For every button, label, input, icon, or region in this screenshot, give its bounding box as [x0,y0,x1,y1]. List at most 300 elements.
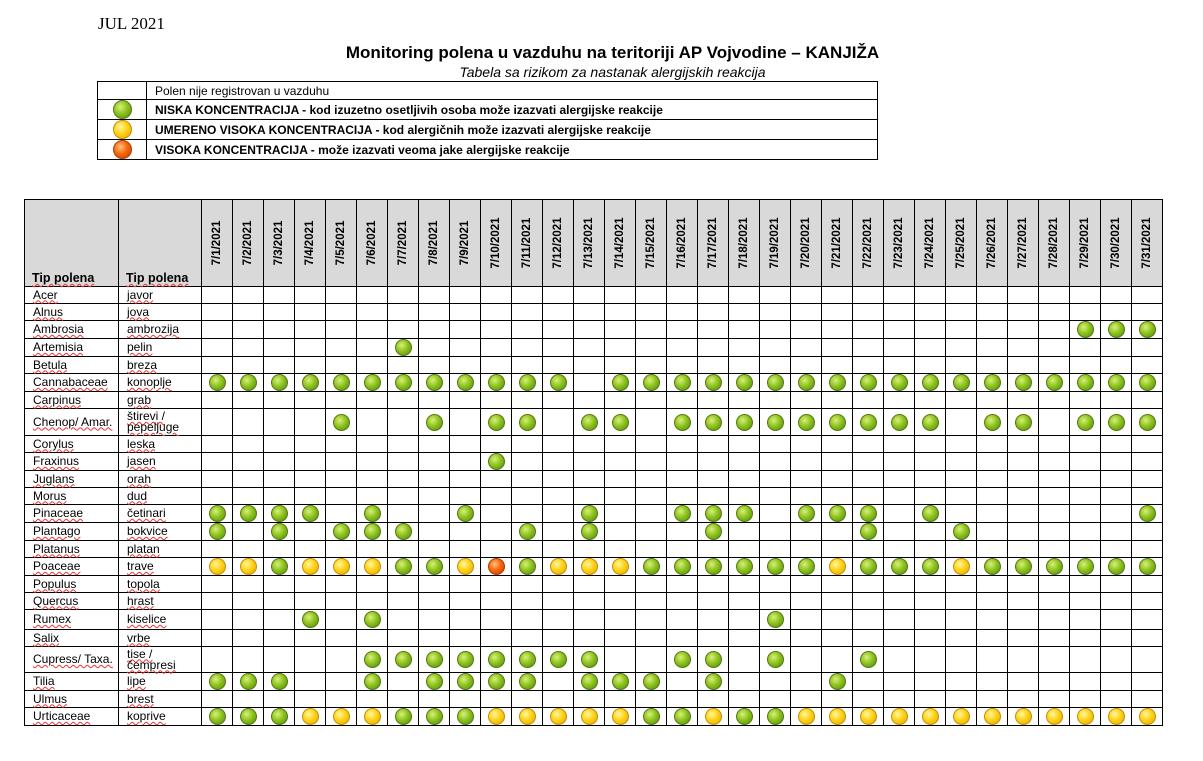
concentration-cell [729,453,760,471]
concentration-cell [481,488,512,505]
concentration-cell [946,357,977,374]
concentration-dot-icon [395,651,412,668]
concentration-cell [388,471,419,488]
concentration-cell [233,287,264,304]
concentration-dot-icon [581,558,598,575]
concentration-cell [884,321,915,339]
concentration-dot-icon [1108,374,1125,391]
concentration-cell [202,505,233,523]
concentration-dot-icon [860,374,877,391]
concentration-dot-icon [674,708,691,725]
concentration-cell [388,541,419,558]
concentration-cell [357,488,388,505]
concentration-cell [326,304,357,321]
concentration-cell [729,610,760,630]
concentration-cell [791,339,822,357]
concentration-cell [884,576,915,593]
concentration-cell [605,339,636,357]
table-row [25,593,1163,610]
concentration-cell [822,708,853,726]
concentration-cell [326,453,357,471]
concentration-cell [729,357,760,374]
concentration-dot-icon [271,523,288,540]
concentration-cell [264,691,295,708]
concentration-cell [388,523,419,541]
concentration-cell [1008,541,1039,558]
concentration-cell [822,541,853,558]
concentration-cell [636,374,667,392]
concentration-cell [264,505,295,523]
concentration-cell [760,558,791,576]
concentration-cell [450,647,481,673]
concentration-cell [636,647,667,673]
concentration-cell [915,576,946,593]
concentration-cell [450,576,481,593]
concentration-cell [729,321,760,339]
concentration-cell [729,488,760,505]
concentration-dot-icon [271,505,288,522]
concentration-cell [419,691,450,708]
table-row [25,523,1163,541]
concentration-cell [326,392,357,409]
concentration-cell [202,471,233,488]
concentration-cell [202,647,233,673]
concentration-cell [1070,409,1101,436]
concentration-dot-icon [643,558,660,575]
date-header: 7/30/2021 [1101,200,1132,287]
concentration-cell [543,409,574,436]
concentration-dot-icon [581,673,598,690]
concentration-cell [791,436,822,453]
concentration-cell [1008,610,1039,630]
concentration-cell [357,523,388,541]
concentration-cell [202,576,233,593]
table-row [25,357,1163,374]
concentration-cell [698,523,729,541]
concentration-cell [1070,339,1101,357]
concentration-cell [388,339,419,357]
concentration-cell [977,673,1008,691]
concentration-cell [295,436,326,453]
concentration-cell [853,593,884,610]
concentration-cell [698,691,729,708]
concentration-cell [574,409,605,436]
concentration-cell [791,630,822,647]
concentration-cell [946,453,977,471]
concentration-cell [977,453,1008,471]
concentration-cell [729,471,760,488]
concentration-cell [853,357,884,374]
concentration-cell [388,453,419,471]
concentration-dot-icon [953,558,970,575]
concentration-cell [326,558,357,576]
concentration-dot-icon [798,505,815,522]
concentration-dot-icon [457,558,474,575]
concentration-cell [450,593,481,610]
concentration-dot-icon [612,414,629,431]
concentration-cell [698,673,729,691]
concentration-dot-icon [1077,708,1094,725]
concentration-cell [388,321,419,339]
concentration-dot-icon [395,708,412,725]
concentration-cell [388,505,419,523]
concentration-cell [264,357,295,374]
concentration-dot-icon [209,708,226,725]
concentration-cell [791,304,822,321]
concentration-cell [357,541,388,558]
concentration-dot-icon [674,374,691,391]
concentration-cell [605,374,636,392]
date-header: 7/5/2021 [326,200,357,287]
legend-text: NISKA KONCENTRACIJA - kod izuzetno osetljivih osoba može izazvati alergijske reakcije [147,100,878,120]
concentration-cell [450,453,481,471]
pollen-local-name: bokvice [119,523,202,541]
concentration-cell [574,673,605,691]
concentration-cell [1008,471,1039,488]
concentration-cell [574,357,605,374]
concentration-cell [295,409,326,436]
concentration-cell [1101,647,1132,673]
concentration-cell [264,708,295,726]
concentration-dot-icon [736,558,753,575]
concentration-cell [512,541,543,558]
legend-icon-cell [98,82,147,100]
concentration-cell [574,304,605,321]
concentration-dot-icon [1077,374,1094,391]
concentration-cell [357,593,388,610]
concentration-cell [1070,357,1101,374]
concentration-cell [326,488,357,505]
concentration-cell [388,673,419,691]
concentration-dot-icon [581,505,598,522]
concentration-dot-icon [550,708,567,725]
concentration-cell [388,304,419,321]
concentration-cell [1101,558,1132,576]
concentration-cell [326,576,357,593]
concentration-cell [1101,505,1132,523]
concentration-cell [1039,610,1070,630]
date-header: 7/9/2021 [450,200,481,287]
concentration-cell [450,673,481,691]
concentration-cell [295,541,326,558]
concentration-cell [605,471,636,488]
concentration-cell [667,505,698,523]
table-row [25,708,1163,726]
concentration-cell [481,436,512,453]
concentration-cell [791,321,822,339]
concentration-cell [698,488,729,505]
concentration-dot-icon [891,414,908,431]
pollen-local-name: jasen [119,453,202,471]
concentration-cell [946,673,977,691]
table-row [25,488,1163,505]
pollen-local-name: vrbe [119,630,202,647]
concentration-cell [822,287,853,304]
concentration-cell [729,576,760,593]
concentration-dot-icon [1046,374,1063,391]
concentration-cell [667,558,698,576]
concentration-cell [357,339,388,357]
concentration-cell [1039,488,1070,505]
concentration-cell [667,409,698,436]
concentration-cell [667,630,698,647]
concentration-cell [450,357,481,374]
concentration-cell [915,708,946,726]
pollen-latin-name: Urticaceae [25,708,119,726]
concentration-cell [419,287,450,304]
concentration-cell [543,453,574,471]
concentration-cell [419,471,450,488]
concentration-cell [481,708,512,726]
concentration-cell [1132,593,1163,610]
concentration-cell [915,593,946,610]
concentration-cell [791,593,822,610]
concentration-cell [698,708,729,726]
concentration-cell [233,471,264,488]
concentration-dot-icon [1108,414,1125,431]
concentration-cell [605,708,636,726]
concentration-cell [357,287,388,304]
concentration-cell [698,505,729,523]
concentration-cell [667,374,698,392]
concentration-cell [1101,593,1132,610]
concentration-cell [915,409,946,436]
concentration-cell [977,593,1008,610]
concentration-dot-icon [364,374,381,391]
date-header: 7/29/2021 [1070,200,1101,287]
concentration-cell [636,488,667,505]
concentration-cell [450,488,481,505]
date-header: 7/6/2021 [357,200,388,287]
concentration-dot-icon [891,374,908,391]
concentration-cell [822,691,853,708]
concentration-cell [729,708,760,726]
concentration-cell [667,453,698,471]
concentration-dot-icon [519,673,536,690]
concentration-cell [388,691,419,708]
table-row [25,630,1163,647]
concentration-cell [1070,523,1101,541]
concentration-cell [946,558,977,576]
concentration-cell [264,488,295,505]
concentration-dot-icon [333,414,350,431]
concentration-cell [977,541,1008,558]
concentration-cell [853,673,884,691]
concentration-dot-icon [333,558,350,575]
concentration-dot-icon [240,558,257,575]
concentration-cell [636,576,667,593]
concentration-cell [264,453,295,471]
concentration-dot-icon [240,673,257,690]
concentration-cell [1039,691,1070,708]
concentration-cell [357,691,388,708]
concentration-cell [822,505,853,523]
pollen-local-name: lipe [119,673,202,691]
concentration-cell [202,630,233,647]
concentration-dot-icon [457,673,474,690]
concentration-dot-icon [488,673,505,690]
table-row [25,691,1163,708]
month-label: JUL 2021 [98,14,165,33]
concentration-cell [791,558,822,576]
concentration-cell [729,392,760,409]
legend-row [98,100,878,120]
date-header: 7/21/2021 [822,200,853,287]
concentration-cell [667,471,698,488]
concentration-cell [574,523,605,541]
concentration-cell [946,287,977,304]
concentration-cell [512,505,543,523]
pollen-latin-name: Morus [25,488,119,505]
concentration-dot-icon [519,708,536,725]
concentration-cell [1132,691,1163,708]
concentration-cell [1132,505,1163,523]
concentration-cell [977,630,1008,647]
concentration-cell [729,505,760,523]
concentration-cell [1008,647,1039,673]
concentration-cell [946,541,977,558]
concentration-cell [760,593,791,610]
date-header: 7/31/2021 [1132,200,1163,287]
concentration-cell [1132,558,1163,576]
concentration-dot-icon [364,558,381,575]
concentration-cell [760,673,791,691]
concentration-cell [1101,576,1132,593]
concentration-cell [698,453,729,471]
concentration-dot-icon [767,558,784,575]
concentration-cell [667,436,698,453]
concentration-cell [233,593,264,610]
concentration-cell [233,409,264,436]
concentration-cell [264,321,295,339]
concentration-cell [1101,374,1132,392]
concentration-dot-icon [209,673,226,690]
concentration-cell [326,593,357,610]
concentration-cell [1132,339,1163,357]
concentration-dot-icon [643,374,660,391]
table-row [25,339,1163,357]
pollen-local-name: ambrozija [119,321,202,339]
concentration-cell [1101,304,1132,321]
legend-row [98,120,878,140]
concentration-cell [791,610,822,630]
concentration-cell [1101,392,1132,409]
concentration-cell [202,321,233,339]
concentration-cell [1101,287,1132,304]
concentration-cell [884,593,915,610]
concentration-cell [233,453,264,471]
concentration-cell [1070,691,1101,708]
header-latin: Tip polena [25,200,119,287]
pollen-latin-name: Plantago [25,523,119,541]
concentration-cell [791,708,822,726]
concentration-cell [481,357,512,374]
concentration-cell [822,374,853,392]
concentration-cell [512,691,543,708]
date-header: 7/17/2021 [698,200,729,287]
concentration-cell [1101,471,1132,488]
concentration-cell [481,304,512,321]
concentration-cell [295,339,326,357]
pollen-local-name: četinari [119,505,202,523]
concentration-cell [481,541,512,558]
concentration-cell [791,647,822,673]
concentration-cell [264,471,295,488]
concentration-cell [605,541,636,558]
date-header: 7/7/2021 [388,200,419,287]
concentration-cell [1101,691,1132,708]
concentration-cell [543,523,574,541]
concentration-cell [1132,488,1163,505]
concentration-cell [884,673,915,691]
concentration-cell [574,541,605,558]
concentration-cell [419,339,450,357]
concentration-cell [1070,647,1101,673]
concentration-cell [760,287,791,304]
concentration-cell [326,287,357,304]
concentration-cell [543,691,574,708]
table-row [25,392,1163,409]
date-header: 7/4/2021 [295,200,326,287]
concentration-cell [760,630,791,647]
concentration-cell [822,576,853,593]
concentration-cell [1070,321,1101,339]
concentration-dot-icon [1139,708,1156,725]
pollen-latin-name: Rumex [25,610,119,630]
concentration-cell [853,392,884,409]
concentration-cell [791,374,822,392]
concentration-cell [295,630,326,647]
concentration-cell [884,374,915,392]
concentration-cell [822,392,853,409]
concentration-cell [295,576,326,593]
concentration-cell [419,436,450,453]
concentration-cell [295,610,326,630]
pollen-local-name: trave [119,558,202,576]
concentration-cell [946,593,977,610]
concentration-cell [512,471,543,488]
concentration-cell [512,357,543,374]
concentration-cell [543,321,574,339]
concentration-cell [264,541,295,558]
concentration-cell [605,647,636,673]
concentration-cell [264,287,295,304]
concentration-cell [233,576,264,593]
concentration-cell [760,523,791,541]
concentration-cell [543,357,574,374]
concentration-cell [450,630,481,647]
pollen-latin-name: Populus [25,576,119,593]
concentration-cell [884,523,915,541]
date-header: 7/27/2021 [1008,200,1039,287]
concentration-cell [264,304,295,321]
concentration-cell [295,374,326,392]
date-header: 7/13/2021 [574,200,605,287]
concentration-cell [667,610,698,630]
concentration-cell [946,392,977,409]
concentration-cell [357,357,388,374]
page-subtitle: Tabela sa rizikom za nastanak alergijskih reakcija [459,64,766,80]
concentration-cell [450,392,481,409]
concentration-cell [946,436,977,453]
concentration-cell [543,304,574,321]
concentration-cell [605,593,636,610]
concentration-cell [636,673,667,691]
concentration-dot-icon [705,708,722,725]
concentration-dot-icon [798,558,815,575]
concentration-cell [667,708,698,726]
concentration-cell [481,630,512,647]
